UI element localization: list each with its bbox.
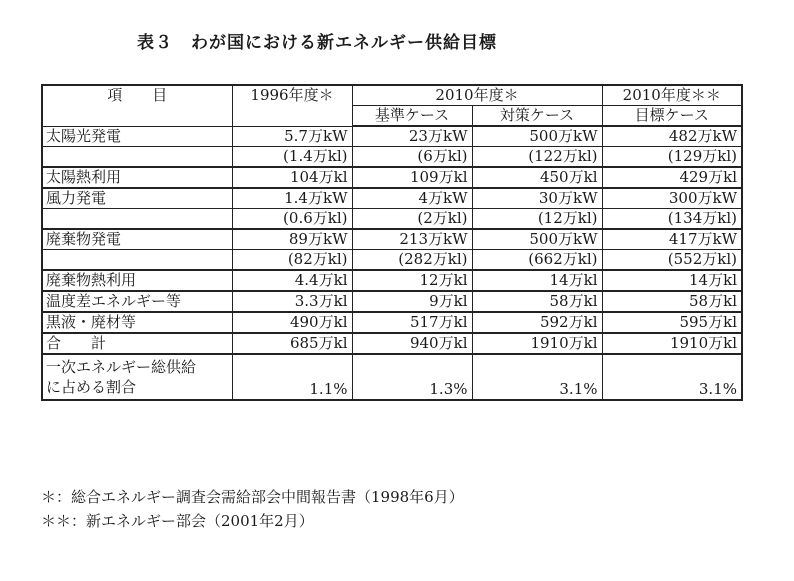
row-label: 温度差エネルギー等 (42, 291, 232, 312)
cell-2010-policy: (12万kl) (472, 209, 602, 230)
cell-2010-base: (2万kl) (352, 209, 472, 230)
cell-2010-target: 300万kW (602, 188, 742, 209)
cell-2010-base: 12万kl (352, 270, 472, 291)
cell-1996: 4.4万kl (232, 270, 352, 291)
share-row (42, 354, 742, 400)
cell-2010-target: 482万kW (602, 126, 742, 147)
row-label: 風力発電 (42, 188, 232, 209)
cell-2010-policy: 500万kW (472, 126, 602, 147)
footnote-1: ＊：総合エネルギー調査会需給部会中間報告書（1998年6月） (41, 488, 464, 506)
cell-1996: 104万kl (232, 167, 352, 188)
table-row (42, 270, 742, 291)
cell-2010-base: 23万kW (352, 126, 472, 147)
share-label (42, 354, 232, 400)
table-row (42, 291, 742, 312)
row-label: 太陽熱利用 (42, 167, 232, 188)
cell-2010-policy: 450万kl (472, 167, 602, 188)
header-base-case: 基準ケース (352, 106, 472, 127)
cell-2010-policy: 592万kl (472, 312, 602, 333)
cell-2010-policy: 500万kW (472, 229, 602, 250)
table-row (42, 312, 742, 333)
cell-2010-base: 213万kW (352, 229, 472, 250)
cell-2010-policy: 58万kl (472, 291, 602, 312)
share-1996: 1.1% (232, 354, 352, 400)
cell-1996: 89万kW (232, 229, 352, 250)
cell-2010-policy: 30万kW (472, 188, 602, 209)
table-body (42, 126, 742, 354)
table-title: 表３ わが国における新エネルギー供給目標 (137, 33, 497, 53)
table-row (42, 333, 742, 354)
share-2010-base: 1.3% (352, 354, 472, 400)
cell-2010-target: 429万kl (602, 167, 742, 188)
row-label (42, 209, 232, 230)
row-label: 合 計 (42, 333, 232, 354)
table-row (42, 250, 742, 271)
cell-2010-base: (6万kl) (352, 147, 472, 168)
header-1996: 1996年度＊ (232, 85, 352, 126)
cell-2010-base: 940万kl (352, 333, 472, 354)
cell-2010-policy: 14万kl (472, 270, 602, 291)
header-item: 項 目 (42, 85, 232, 126)
row-label: 黒液・廃材等 (42, 312, 232, 333)
cell-2010-target: 595万kl (602, 312, 742, 333)
row-label: 太陽光発電 (42, 126, 232, 147)
table-row (42, 167, 742, 188)
cell-2010-target: (134万kl) (602, 209, 742, 230)
cell-1996: (82万kl) (232, 250, 352, 271)
cell-2010-base: 9万kl (352, 291, 472, 312)
header-policy-case: 対策ケース (472, 106, 602, 127)
cell-2010-target: 417万kW (602, 229, 742, 250)
cell-2010-target: 14万kl (602, 270, 742, 291)
share-2010-policy: 3.1% (472, 354, 602, 400)
header-2010-target: 2010年度＊＊ (602, 85, 742, 106)
header-target-case: 目標ケース (602, 106, 742, 127)
share-label-line-1: 一次エネルギー総供給 (46, 358, 197, 376)
share-2010-target: 3.1% (602, 354, 742, 400)
cell-2010-target: (552万kl) (602, 250, 742, 271)
cell-2010-policy: (662万kl) (472, 250, 602, 271)
table-row (42, 126, 742, 147)
table-row (42, 147, 742, 168)
cell-2010-base: 517万kl (352, 312, 472, 333)
table-row (42, 188, 742, 209)
table-row (42, 209, 742, 230)
cell-2010-base: 109万kl (352, 167, 472, 188)
cell-1996: 685万kl (232, 333, 352, 354)
cell-1996: 490万kl (232, 312, 352, 333)
cell-1996: 3.3万kl (232, 291, 352, 312)
cell-2010-policy: 1910万kl (472, 333, 602, 354)
row-label: 廃棄物発電 (42, 229, 232, 250)
cell-2010-target: 58万kl (602, 291, 742, 312)
cell-2010-base: (282万kl) (352, 250, 472, 271)
row-label (42, 147, 232, 168)
cell-1996: (1.4万kl) (232, 147, 352, 168)
cell-2010-target: (129万kl) (602, 147, 742, 168)
row-label: 廃棄物熱利用 (42, 270, 232, 291)
header-2010: 2010年度＊ (352, 85, 602, 106)
cell-2010-base: 4万kW (352, 188, 472, 209)
cell-2010-policy: (122万kl) (472, 147, 602, 168)
header-row-1 (42, 85, 742, 106)
cell-1996: 5.7万kW (232, 126, 352, 147)
footnote-2: ＊＊：新エネルギー部会（2001年2月） (41, 512, 314, 530)
cell-1996: 1.4万kW (232, 188, 352, 209)
cell-2010-target: 1910万kl (602, 333, 742, 354)
table-row (42, 229, 742, 250)
energy-target-table (41, 84, 743, 401)
cell-1996: (0.6万kl) (232, 209, 352, 230)
row-label (42, 250, 232, 271)
share-label-line-2: に占める割合 (46, 378, 137, 396)
